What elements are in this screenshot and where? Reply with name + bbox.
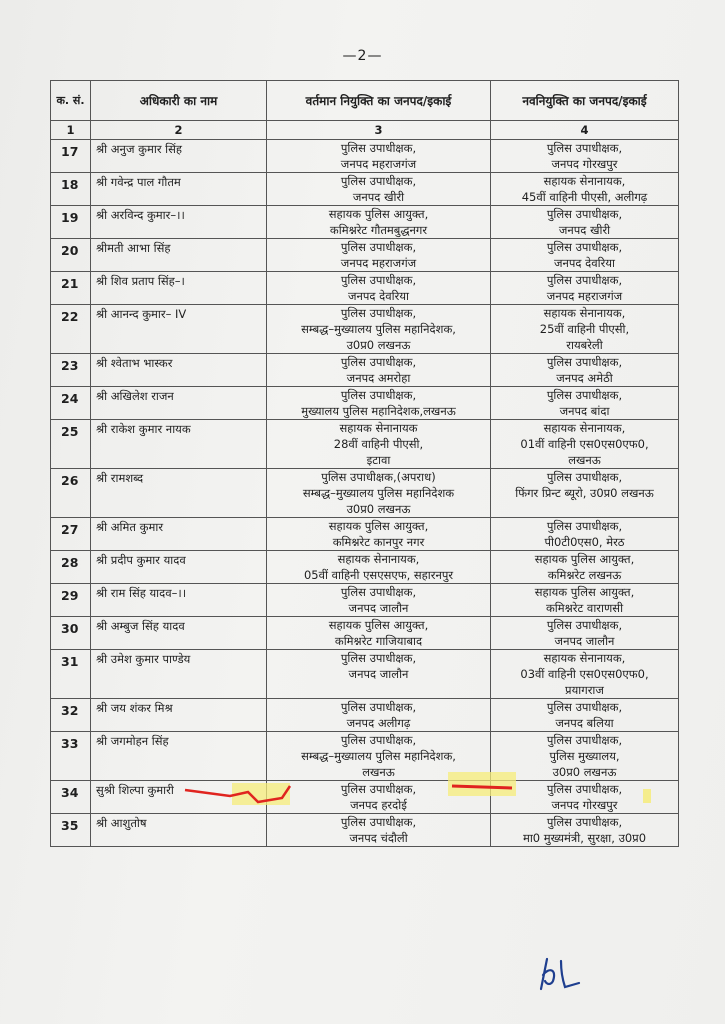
officer-name: श्री शिव प्रताप सिंह–।: [91, 272, 267, 305]
new-posting-line: लखनऊ: [568, 453, 601, 467]
officer-name: श्री गवेन्द्र पाल गौतम: [91, 173, 267, 206]
col-number: 1: [51, 121, 91, 140]
serial-number: 25: [51, 420, 91, 469]
current-posting: [267, 206, 491, 239]
current-posting-line: पुलिस उपाधीक्षक,: [340, 782, 417, 796]
officer-name: श्री प्रदीप कुमार यादव: [91, 551, 267, 584]
header-name: अधिकारी का नाम: [91, 81, 267, 121]
table-row: [51, 781, 679, 814]
current-posting-line: पुलिस उपाधीक्षक,: [340, 815, 417, 829]
current-posting-line: जनपद महराजगंज: [340, 157, 417, 171]
new-posting: [491, 699, 679, 732]
current-posting: [267, 272, 491, 305]
current-posting: [267, 584, 491, 617]
current-posting-line: सहायक सेनानायक: [339, 421, 418, 435]
new-posting: [491, 650, 679, 699]
new-posting: [491, 140, 679, 173]
current-posting-line: पुलिस उपाधीक्षक,: [340, 355, 417, 369]
new-posting-line: सहायक सेनानायक,: [543, 306, 626, 320]
new-posting: [491, 239, 679, 272]
serial-number: 19: [51, 206, 91, 239]
current-posting-line: पुलिस उपाधीक्षक,(अपराध): [321, 470, 436, 484]
new-posting-line: पुलिस उपाधीक्षक,: [546, 618, 623, 632]
new-posting-line: सहायक सेनानायक,: [543, 651, 626, 665]
current-posting-line: उ0प्र0 लखनऊ: [346, 338, 411, 352]
new-posting-line: पुलिस उपाधीक्षक,: [546, 240, 623, 254]
new-posting-line: उ0प्र0 लखनऊ: [552, 765, 617, 779]
new-posting-line: फिंगर प्रिन्ट ब्यूरो, उ0प्र0 लखनऊ: [515, 486, 654, 500]
current-posting-line: जनपद देवरिया: [347, 289, 410, 303]
officer-name: श्री राकेश कुमार नायक: [91, 420, 267, 469]
new-posting-line: जनपद देवरिया: [553, 256, 616, 270]
new-posting-line: जनपद जालौन: [554, 634, 615, 648]
officer-name: श्री श्वेताभ भास्कर: [91, 354, 267, 387]
new-posting-line: जनपद गोरखपुर: [551, 798, 618, 812]
current-posting: [267, 781, 491, 814]
table-row: [51, 206, 679, 239]
current-posting-line: कमिश्नरेट गौतमबुद्धनगर: [329, 223, 428, 237]
header-current-posting: वर्तमान नियुक्ति का जनपद/इकाई: [267, 81, 491, 121]
current-posting-line: मुख्यालय पुलिस महानिदेशक,लखनऊ: [301, 404, 456, 418]
serial-number: 24: [51, 387, 91, 420]
new-posting-line: पी0टी0एस0, मेरठ: [544, 535, 625, 549]
officer-name: श्री अमित कुमार: [91, 518, 267, 551]
new-posting-line: पुलिस उपाधीक्षक,: [546, 273, 623, 287]
header-sr: क. सं.: [51, 81, 91, 121]
serial-number: 28: [51, 551, 91, 584]
current-posting: [267, 305, 491, 354]
current-posting: [267, 732, 491, 781]
officer-name: श्री रामशब्द: [91, 469, 267, 518]
new-posting-line: 25वीं वाहिनी पीएसी,: [539, 322, 630, 336]
current-posting-line: जनपद हरदोई: [350, 798, 407, 812]
current-posting-line: लखनऊ: [362, 765, 395, 779]
serial-number: 34: [51, 781, 91, 814]
new-posting: [491, 814, 679, 847]
new-posting-line: जनपद खीरी: [558, 223, 611, 237]
table-row: [51, 699, 679, 732]
current-posting-line: सम्बद्ध–मुख्यालय पुलिस महानिदेशक,: [301, 749, 456, 763]
table-row: [51, 387, 679, 420]
current-posting-line: पुलिस उपाधीक्षक,: [340, 306, 417, 320]
new-posting: [491, 173, 679, 206]
current-posting: [267, 469, 491, 518]
new-posting: [491, 305, 679, 354]
new-posting-line: मा0 मुख्यमंत्री, सुरक्षा, उ0प्र0: [522, 831, 647, 845]
serial-number: 32: [51, 699, 91, 732]
new-posting-line: 01वीं वाहिनी एस0एस0एफ0,: [520, 437, 649, 451]
officer-name: श्री अरविन्द कुमार–।।: [91, 206, 267, 239]
table-row: [51, 518, 679, 551]
new-posting-line: पुलिस उपाधीक्षक,: [546, 700, 623, 714]
table-row: [51, 551, 679, 584]
new-posting: [491, 469, 679, 518]
table-row: [51, 650, 679, 699]
current-posting-line: जनपद जालौन: [348, 667, 409, 681]
officer-name: श्री आनन्द कुमार– IV: [91, 305, 267, 354]
table-row: [51, 584, 679, 617]
col-number: 3: [267, 121, 491, 140]
new-posting-line: जनपद अमेठी: [556, 371, 613, 385]
new-posting-line: पुलिस उपाधीक्षक,: [546, 355, 623, 369]
current-posting-line: उ0प्र0 लखनऊ: [346, 502, 411, 516]
new-posting-line: पुलिस मुख्यालय,: [549, 749, 620, 763]
current-posting-line: जनपद अमरोहा: [346, 371, 411, 385]
table-row: [51, 354, 679, 387]
new-posting-line: जनपद बांदा: [559, 404, 610, 418]
current-posting-line: जनपद खीरी: [352, 190, 405, 204]
officer-name: श्री जय शंकर मिश्र: [91, 699, 267, 732]
current-posting: [267, 354, 491, 387]
col-number: 4: [491, 121, 679, 140]
current-posting-line: पुलिस उपाधीक्षक,: [340, 700, 417, 714]
serial-number: 22: [51, 305, 91, 354]
serial-number: 18: [51, 173, 91, 206]
new-posting-line: पुलिस उपाधीक्षक,: [546, 519, 623, 533]
new-posting: [491, 551, 679, 584]
new-posting: [491, 732, 679, 781]
page-number: —2—: [342, 48, 383, 64]
new-posting-line: प्रयागराज: [565, 683, 604, 697]
table-row: [51, 305, 679, 354]
current-posting-line: सम्बद्ध–मुख्यालय पुलिस महानिदेशक,: [301, 322, 456, 336]
officer-name: श्री उमेश कुमार पाण्डेय: [91, 650, 267, 699]
header-row: [51, 81, 679, 121]
current-posting-line: पुलिस उपाधीक्षक,: [340, 651, 417, 665]
header-new-posting: नवनियुक्ति का जनपद/इकाई: [491, 81, 679, 121]
officer-name: श्री अनुज कुमार सिंह: [91, 140, 267, 173]
table-row: [51, 173, 679, 206]
current-posting-line: सम्बद्ध–मुख्यालय पुलिस महानिदेशक: [302, 486, 455, 500]
serial-number: 30: [51, 617, 91, 650]
officer-name: सुश्री शिल्पा कुमारी: [91, 781, 267, 814]
new-posting: [491, 387, 679, 420]
col-number: 2: [91, 121, 267, 140]
serial-number: 17: [51, 140, 91, 173]
serial-number: 20: [51, 239, 91, 272]
serial-number: 35: [51, 814, 91, 847]
table-row: [51, 140, 679, 173]
officer-name: श्री अखिलेश राजन: [91, 387, 267, 420]
current-posting: [267, 518, 491, 551]
officer-name: श्रीमती आभा सिंह: [91, 239, 267, 272]
current-posting-line: जनपद महराजगंज: [340, 256, 417, 270]
officer-name: श्री अम्बुज सिंह यादव: [91, 617, 267, 650]
current-posting: [267, 617, 491, 650]
serial-number: 23: [51, 354, 91, 387]
new-posting-line: सहायक पुलिस आयुक्त,: [534, 585, 635, 599]
table-row: [51, 617, 679, 650]
new-posting-line: पुलिस उपाधीक्षक,: [546, 470, 623, 484]
new-posting: [491, 781, 679, 814]
current-posting-line: पुलिस उपाधीक्षक,: [340, 585, 417, 599]
officer-name: श्री राम सिंह यादव–।।: [91, 584, 267, 617]
current-posting-line: सहायक पुलिस आयुक्त,: [328, 519, 429, 533]
current-posting-line: जनपद चंदौली: [349, 831, 408, 845]
new-posting-line: सहायक सेनानायक,: [543, 174, 626, 188]
current-posting: [267, 699, 491, 732]
current-posting: [267, 420, 491, 469]
new-posting-line: जनपद महराजगंज: [546, 289, 623, 303]
current-posting-line: पुलिस उपाधीक्षक,: [340, 240, 417, 254]
new-posting-line: पुलिस उपाधीक्षक,: [546, 733, 623, 747]
current-posting-line: पुलिस उपाधीक्षक,: [340, 273, 417, 287]
current-posting: [267, 173, 491, 206]
current-posting-line: इटावा: [366, 453, 391, 467]
transfer-table: [50, 80, 679, 847]
current-posting: [267, 387, 491, 420]
current-posting-line: सहायक सेनानायक,: [337, 552, 420, 566]
new-posting: [491, 584, 679, 617]
current-posting-line: सहायक पुलिस आयुक्त,: [328, 207, 429, 221]
officer-name: श्री जगमोहन सिंह: [91, 732, 267, 781]
new-posting-line: पुलिस उपाधीक्षक,: [546, 388, 623, 402]
current-posting-line: पुलिस उपाधीक्षक,: [340, 174, 417, 188]
current-posting-line: 05वीं वाहिनी एसएसएफ, सहारनपुर: [303, 568, 454, 582]
serial-number: 27: [51, 518, 91, 551]
current-posting: [267, 650, 491, 699]
new-posting: [491, 354, 679, 387]
table-row: [51, 420, 679, 469]
current-posting-line: पुलिस उपाधीक्षक,: [340, 733, 417, 747]
signature: [535, 955, 595, 995]
new-posting-line: जनपद गोरखपुर: [551, 157, 618, 171]
new-posting-line: 03वीं वाहिनी एस0एस0एफ0,: [520, 667, 649, 681]
current-posting-line: कमिश्नरेट कानपुर नगर: [332, 535, 425, 549]
serial-number: 33: [51, 732, 91, 781]
serial-number: 21: [51, 272, 91, 305]
current-posting: [267, 239, 491, 272]
current-posting-line: सहायक पुलिस आयुक्त,: [328, 618, 429, 632]
column-number-row: [51, 121, 679, 140]
new-posting-line: जनपद बलिया: [555, 716, 614, 730]
current-posting-line: कमिश्नरेट गाजियाबाद: [334, 634, 423, 648]
officer-name: श्री आशुतोष: [91, 814, 267, 847]
table-row: [51, 732, 679, 781]
current-posting: [267, 140, 491, 173]
current-posting-line: 28वीं वाहिनी पीएसी,: [333, 437, 424, 451]
new-posting-line: कमिश्नरेट लखनऊ: [547, 568, 622, 582]
table-row: [51, 239, 679, 272]
current-posting-line: जनपद जालौन: [348, 601, 409, 615]
serial-number: 31: [51, 650, 91, 699]
current-posting-line: पुलिस उपाधीक्षक,: [340, 141, 417, 155]
new-posting-line: पुलिस उपाधीक्षक,: [546, 141, 623, 155]
table-row: [51, 814, 679, 847]
new-posting: [491, 206, 679, 239]
new-posting-line: पुलिस उपाधीक्षक,: [546, 782, 623, 796]
new-posting: [491, 420, 679, 469]
serial-number: 26: [51, 469, 91, 518]
new-posting: [491, 272, 679, 305]
new-posting-line: कमिश्नरेट वाराणसी: [545, 601, 624, 615]
new-posting-line: पुलिस उपाधीक्षक,: [546, 207, 623, 221]
current-posting-line: जनपद अलीगढ़: [346, 716, 411, 730]
new-posting-line: सहायक पुलिस आयुक्त,: [534, 552, 635, 566]
current-posting-line: पुलिस उपाधीक्षक,: [340, 388, 417, 402]
table-row: [51, 469, 679, 518]
new-posting-line: 45वीं वाहिनी पीएसी, अलीगढ़: [521, 190, 648, 204]
new-posting: [491, 518, 679, 551]
current-posting: [267, 551, 491, 584]
new-posting-line: पुलिस उपाधीक्षक,: [546, 815, 623, 829]
new-posting-line: सहायक सेनानायक,: [543, 421, 626, 435]
current-posting: [267, 814, 491, 847]
serial-number: 29: [51, 584, 91, 617]
new-posting-line: रायबरेली: [566, 338, 603, 352]
new-posting: [491, 617, 679, 650]
table-row: [51, 272, 679, 305]
